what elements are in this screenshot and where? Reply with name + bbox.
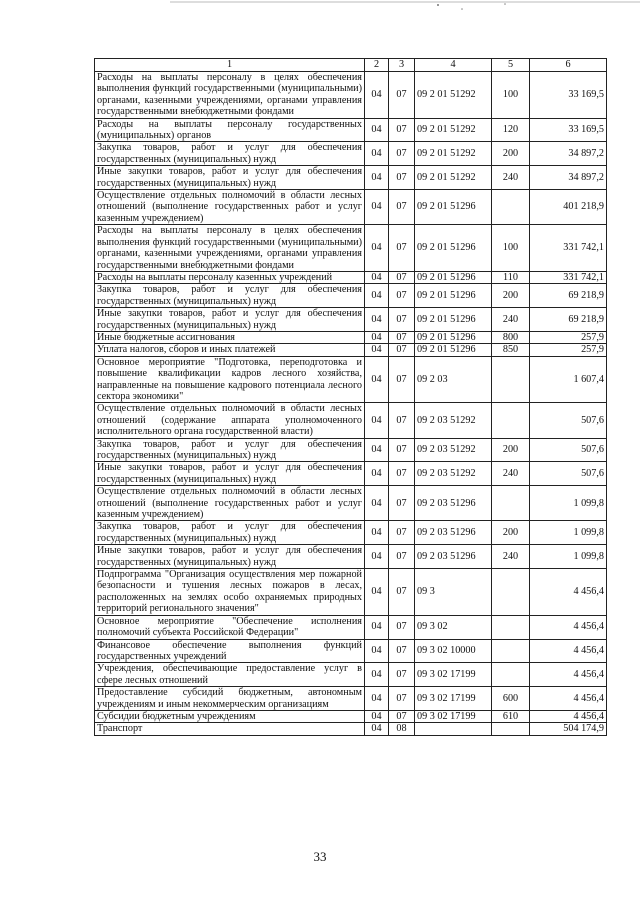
row-name-cell: Закупка товаров, работ и услуг для обеспечения государственных (муниципальных) нужд — [95, 438, 365, 462]
row-name-cell: Закупка товаров, работ и услуг для обеспечения государственных (муниципальных) нужд — [95, 521, 365, 545]
row-name-cell: Иные закупки товаров, работ и услуг для обеспечения государственных (муниципальных) нужд — [95, 166, 365, 190]
row-amount-cell: 4 456,4 — [530, 639, 607, 663]
row-section-cell: 04 — [365, 166, 389, 190]
row-target-code-cell: 09 3 02 17199 — [415, 687, 492, 711]
row-subsection-cell: 07 — [389, 438, 415, 462]
row-target-code-cell: 09 2 01 51296 — [415, 284, 492, 308]
table-row — [95, 284, 607, 308]
row-subsection-cell: 07 — [389, 308, 415, 332]
row-name-cell: Транспорт — [95, 723, 365, 735]
row-name-cell: Основное мероприятие "Обеспечение исполнения полномочий субъекта Российской Федерации" — [95, 615, 365, 639]
row-subsection-cell: 07 — [389, 190, 415, 225]
row-name-cell: Субсидии бюджетным учреждениям — [95, 710, 365, 722]
row-expense-type-cell — [492, 723, 530, 735]
row-section-cell: 04 — [365, 687, 389, 711]
row-expense-type-cell — [492, 639, 530, 663]
row-name-cell: Расходы на выплаты персоналу государственных (муниципальных) органов — [95, 118, 365, 142]
row-section-cell: 04 — [365, 118, 389, 142]
header-col-6: 6 — [530, 59, 607, 72]
row-target-code-cell: 09 2 03 51292 — [415, 462, 492, 486]
row-expense-type-cell: 850 — [492, 344, 530, 356]
row-section-cell: 04 — [365, 225, 389, 272]
table-row — [95, 356, 607, 403]
row-amount-cell: 34 897,2 — [530, 142, 607, 166]
header-col-1: 1 — [95, 59, 365, 72]
row-expense-type-cell: 100 — [492, 225, 530, 272]
table-row — [95, 545, 607, 569]
row-subsection-cell: 07 — [389, 486, 415, 521]
row-subsection-cell: 07 — [389, 615, 415, 639]
table-row — [95, 142, 607, 166]
row-name-cell: Учреждения, обеспечивающие предоставление услуг в сфере лесных отношений — [95, 663, 365, 687]
row-section-cell: 04 — [365, 190, 389, 225]
row-target-code-cell: 09 2 03 51296 — [415, 486, 492, 521]
row-amount-cell: 504 174,9 — [530, 723, 607, 735]
row-target-code-cell: 09 2 03 51292 — [415, 403, 492, 438]
row-subsection-cell: 07 — [389, 462, 415, 486]
row-name-cell: Осуществление отдельных полномочий в области лесных отношений (выполнение государственных работ и услуг казенным учреждением) — [95, 486, 365, 521]
row-subsection-cell: 07 — [389, 225, 415, 272]
row-name-cell: Основное мероприятие "Подготовка, переподготовка и повышение квалификации кадров лесного хозяйства, направленные на повышение кадрового потенциала лесного сектора экономики" — [95, 356, 365, 403]
row-name-cell: Иные закупки товаров, работ и услуг для обеспечения государственных (муниципальных) нужд — [95, 545, 365, 569]
table-row — [95, 710, 607, 722]
row-amount-cell: 401 218,9 — [530, 190, 607, 225]
row-amount-cell: 33 169,5 — [530, 72, 607, 119]
row-amount-cell: 1 099,8 — [530, 486, 607, 521]
row-expense-type-cell: 610 — [492, 710, 530, 722]
row-section-cell: 04 — [365, 72, 389, 119]
row-amount-cell: 331 742,1 — [530, 225, 607, 272]
row-expense-type-cell: 120 — [492, 118, 530, 142]
row-amount-cell: 507,6 — [530, 438, 607, 462]
row-expense-type-cell: 200 — [492, 142, 530, 166]
table-row — [95, 521, 607, 545]
row-expense-type-cell: 240 — [492, 545, 530, 569]
row-section-cell: 04 — [365, 438, 389, 462]
row-name-cell: Подпрограмма "Организация осуществления мер пожарной безопасности и тушения лесных пожаров в лесах, расположенных на землях особо охраняемых природных территорий регионального значения" — [95, 569, 365, 616]
row-section-cell: 04 — [365, 344, 389, 356]
row-amount-cell: 4 456,4 — [530, 569, 607, 616]
row-subsection-cell: 07 — [389, 331, 415, 343]
table-row — [95, 462, 607, 486]
row-expense-type-cell: 200 — [492, 521, 530, 545]
row-expense-type-cell: 110 — [492, 271, 530, 283]
header-col-5: 5 — [492, 59, 530, 72]
header-col-2: 2 — [365, 59, 389, 72]
row-subsection-cell: 07 — [389, 521, 415, 545]
table-row — [95, 663, 607, 687]
row-expense-type-cell: 200 — [492, 438, 530, 462]
row-section-cell: 04 — [365, 403, 389, 438]
row-amount-cell: 69 218,9 — [530, 308, 607, 332]
row-subsection-cell: 07 — [389, 344, 415, 356]
row-target-code-cell: 09 2 01 51292 — [415, 118, 492, 142]
row-subsection-cell: 07 — [389, 403, 415, 438]
row-section-cell: 04 — [365, 462, 389, 486]
row-expense-type-cell: 100 — [492, 72, 530, 119]
row-name-cell: Осуществление отдельных полномочий в области лесных отношений (содержание аппарата уполномоченного исполнительного органа государственной власти) — [95, 403, 365, 438]
row-subsection-cell: 07 — [389, 687, 415, 711]
row-target-code-cell: 09 2 01 51296 — [415, 308, 492, 332]
row-subsection-cell: 07 — [389, 569, 415, 616]
table-header-row — [95, 59, 607, 72]
row-amount-cell: 1 099,8 — [530, 545, 607, 569]
table-row — [95, 723, 607, 735]
page-number: 33 — [313, 849, 327, 864]
row-amount-cell: 507,6 — [530, 462, 607, 486]
row-amount-cell: 4 456,4 — [530, 663, 607, 687]
row-target-code-cell: 09 2 01 51292 — [415, 72, 492, 119]
row-expense-type-cell — [492, 615, 530, 639]
row-target-code-cell: 09 3 02 — [415, 615, 492, 639]
row-name-cell: Уплата налогов, сборов и иных платежей — [95, 344, 365, 356]
table-row — [95, 687, 607, 711]
row-target-code-cell — [415, 723, 492, 735]
row-section-cell: 04 — [365, 142, 389, 166]
table-row — [95, 225, 607, 272]
row-target-code-cell: 09 3 — [415, 569, 492, 616]
row-target-code-cell: 09 2 03 51296 — [415, 545, 492, 569]
row-section-cell: 04 — [365, 486, 389, 521]
row-target-code-cell: 09 2 01 51292 — [415, 166, 492, 190]
row-expense-type-cell: 200 — [492, 284, 530, 308]
row-target-code-cell: 09 2 03 — [415, 356, 492, 403]
row-subsection-cell: 07 — [389, 356, 415, 403]
row-section-cell: 04 — [365, 639, 389, 663]
row-amount-cell: 4 456,4 — [530, 615, 607, 639]
row-amount-cell: 69 218,9 — [530, 284, 607, 308]
row-section-cell: 04 — [365, 663, 389, 687]
budget-table — [94, 58, 607, 736]
row-expense-type-cell: 800 — [492, 331, 530, 343]
table-row — [95, 569, 607, 616]
row-target-code-cell: 09 3 02 17199 — [415, 663, 492, 687]
row-amount-cell: 1 607,4 — [530, 356, 607, 403]
row-name-cell: Расходы на выплаты персоналу казенных учреждений — [95, 271, 365, 283]
row-section-cell: 04 — [365, 271, 389, 283]
row-subsection-cell: 07 — [389, 72, 415, 119]
row-expense-type-cell — [492, 190, 530, 225]
row-name-cell: Закупка товаров, работ и услуг для обеспечения государственных (муниципальных) нужд — [95, 284, 365, 308]
row-expense-type-cell: 240 — [492, 166, 530, 190]
table-row — [95, 308, 607, 332]
header-col-4: 4 — [415, 59, 492, 72]
table-row — [95, 615, 607, 639]
table-row — [95, 344, 607, 356]
row-amount-cell: 1 099,8 — [530, 521, 607, 545]
table-body — [95, 72, 607, 736]
row-expense-type-cell — [492, 486, 530, 521]
row-expense-type-cell — [492, 356, 530, 403]
row-name-cell: Закупка товаров, работ и услуг для обеспечения государственных (муниципальных) нужд — [95, 142, 365, 166]
row-target-code-cell: 09 2 03 51296 — [415, 521, 492, 545]
table-row — [95, 118, 607, 142]
row-name-cell: Финансовое обеспечение выполнения функций государственных учреждений — [95, 639, 365, 663]
row-subsection-cell: 07 — [389, 639, 415, 663]
row-amount-cell: 34 897,2 — [530, 166, 607, 190]
row-target-code-cell: 09 3 02 10000 — [415, 639, 492, 663]
row-amount-cell: 33 169,5 — [530, 118, 607, 142]
row-section-cell: 04 — [365, 521, 389, 545]
row-subsection-cell: 07 — [389, 142, 415, 166]
row-subsection-cell: 07 — [389, 545, 415, 569]
row-subsection-cell: 07 — [389, 663, 415, 687]
row-expense-type-cell — [492, 569, 530, 616]
row-section-cell: 04 — [365, 331, 389, 343]
row-name-cell: Иные закупки товаров, работ и услуг для обеспечения государственных (муниципальных) нужд — [95, 308, 365, 332]
row-subsection-cell: 07 — [389, 166, 415, 190]
header-col-3: 3 — [389, 59, 415, 72]
row-name-cell: Расходы на выплаты персоналу в целях обеспечения выполнения функций государственными (муниципальными) органами, казенными учреждениями, органами управления государственными внебюджетными фондами — [95, 225, 365, 272]
row-expense-type-cell: 240 — [492, 462, 530, 486]
row-section-cell: 04 — [365, 723, 389, 735]
row-amount-cell: 257,9 — [530, 344, 607, 356]
row-section-cell: 04 — [365, 308, 389, 332]
row-section-cell: 04 — [365, 569, 389, 616]
row-subsection-cell: 07 — [389, 710, 415, 722]
row-target-code-cell: 09 2 03 51292 — [415, 438, 492, 462]
row-name-cell: Осуществление отдельных полномочий в области лесных отношений (выполнение государственных работ и услуг казенным учреждением) — [95, 190, 365, 225]
table-row — [95, 403, 607, 438]
row-section-cell: 04 — [365, 284, 389, 308]
row-amount-cell: 4 456,4 — [530, 687, 607, 711]
table-row — [95, 72, 607, 119]
row-amount-cell: 4 456,4 — [530, 710, 607, 722]
row-name-cell: Иные бюджетные ассигнования — [95, 331, 365, 343]
row-name-cell: Расходы на выплаты персоналу в целях обеспечения выполнения функций государственными (муниципальными) органами, казенными учреждениями, органами управления государственными внебюджетными фондами — [95, 72, 365, 119]
row-expense-type-cell — [492, 663, 530, 687]
table-row — [95, 486, 607, 521]
row-section-cell: 04 — [365, 710, 389, 722]
table-row — [95, 190, 607, 225]
table-row — [95, 331, 607, 343]
row-subsection-cell: 07 — [389, 271, 415, 283]
row-target-code-cell: 09 2 01 51296 — [415, 271, 492, 283]
row-target-code-cell: 09 3 02 17199 — [415, 710, 492, 722]
row-subsection-cell: 07 — [389, 284, 415, 308]
row-section-cell: 04 — [365, 615, 389, 639]
table-row — [95, 438, 607, 462]
row-target-code-cell: 09 2 01 51296 — [415, 344, 492, 356]
row-target-code-cell: 09 2 01 51296 — [415, 331, 492, 343]
row-amount-cell: 331 742,1 — [530, 271, 607, 283]
scan-edge-marks — [0, 0, 640, 18]
row-subsection-cell: 07 — [389, 118, 415, 142]
row-expense-type-cell: 600 — [492, 687, 530, 711]
row-expense-type-cell: 240 — [492, 308, 530, 332]
row-target-code-cell: 09 2 01 51292 — [415, 142, 492, 166]
row-amount-cell: 507,6 — [530, 403, 607, 438]
row-section-cell: 04 — [365, 356, 389, 403]
row-amount-cell: 257,9 — [530, 331, 607, 343]
table-row — [95, 166, 607, 190]
row-name-cell: Предоставление субсидий бюджетным, автономным учреждениям и иным некоммерческим организациям — [95, 687, 365, 711]
row-name-cell: Иные закупки товаров, работ и услуг для обеспечения государственных (муниципальных) нужд — [95, 462, 365, 486]
row-expense-type-cell — [492, 403, 530, 438]
row-target-code-cell: 09 2 01 51296 — [415, 190, 492, 225]
row-subsection-cell: 08 — [389, 723, 415, 735]
table-row — [95, 639, 607, 663]
table-row — [95, 271, 607, 283]
row-target-code-cell: 09 2 01 51296 — [415, 225, 492, 272]
row-section-cell: 04 — [365, 545, 389, 569]
